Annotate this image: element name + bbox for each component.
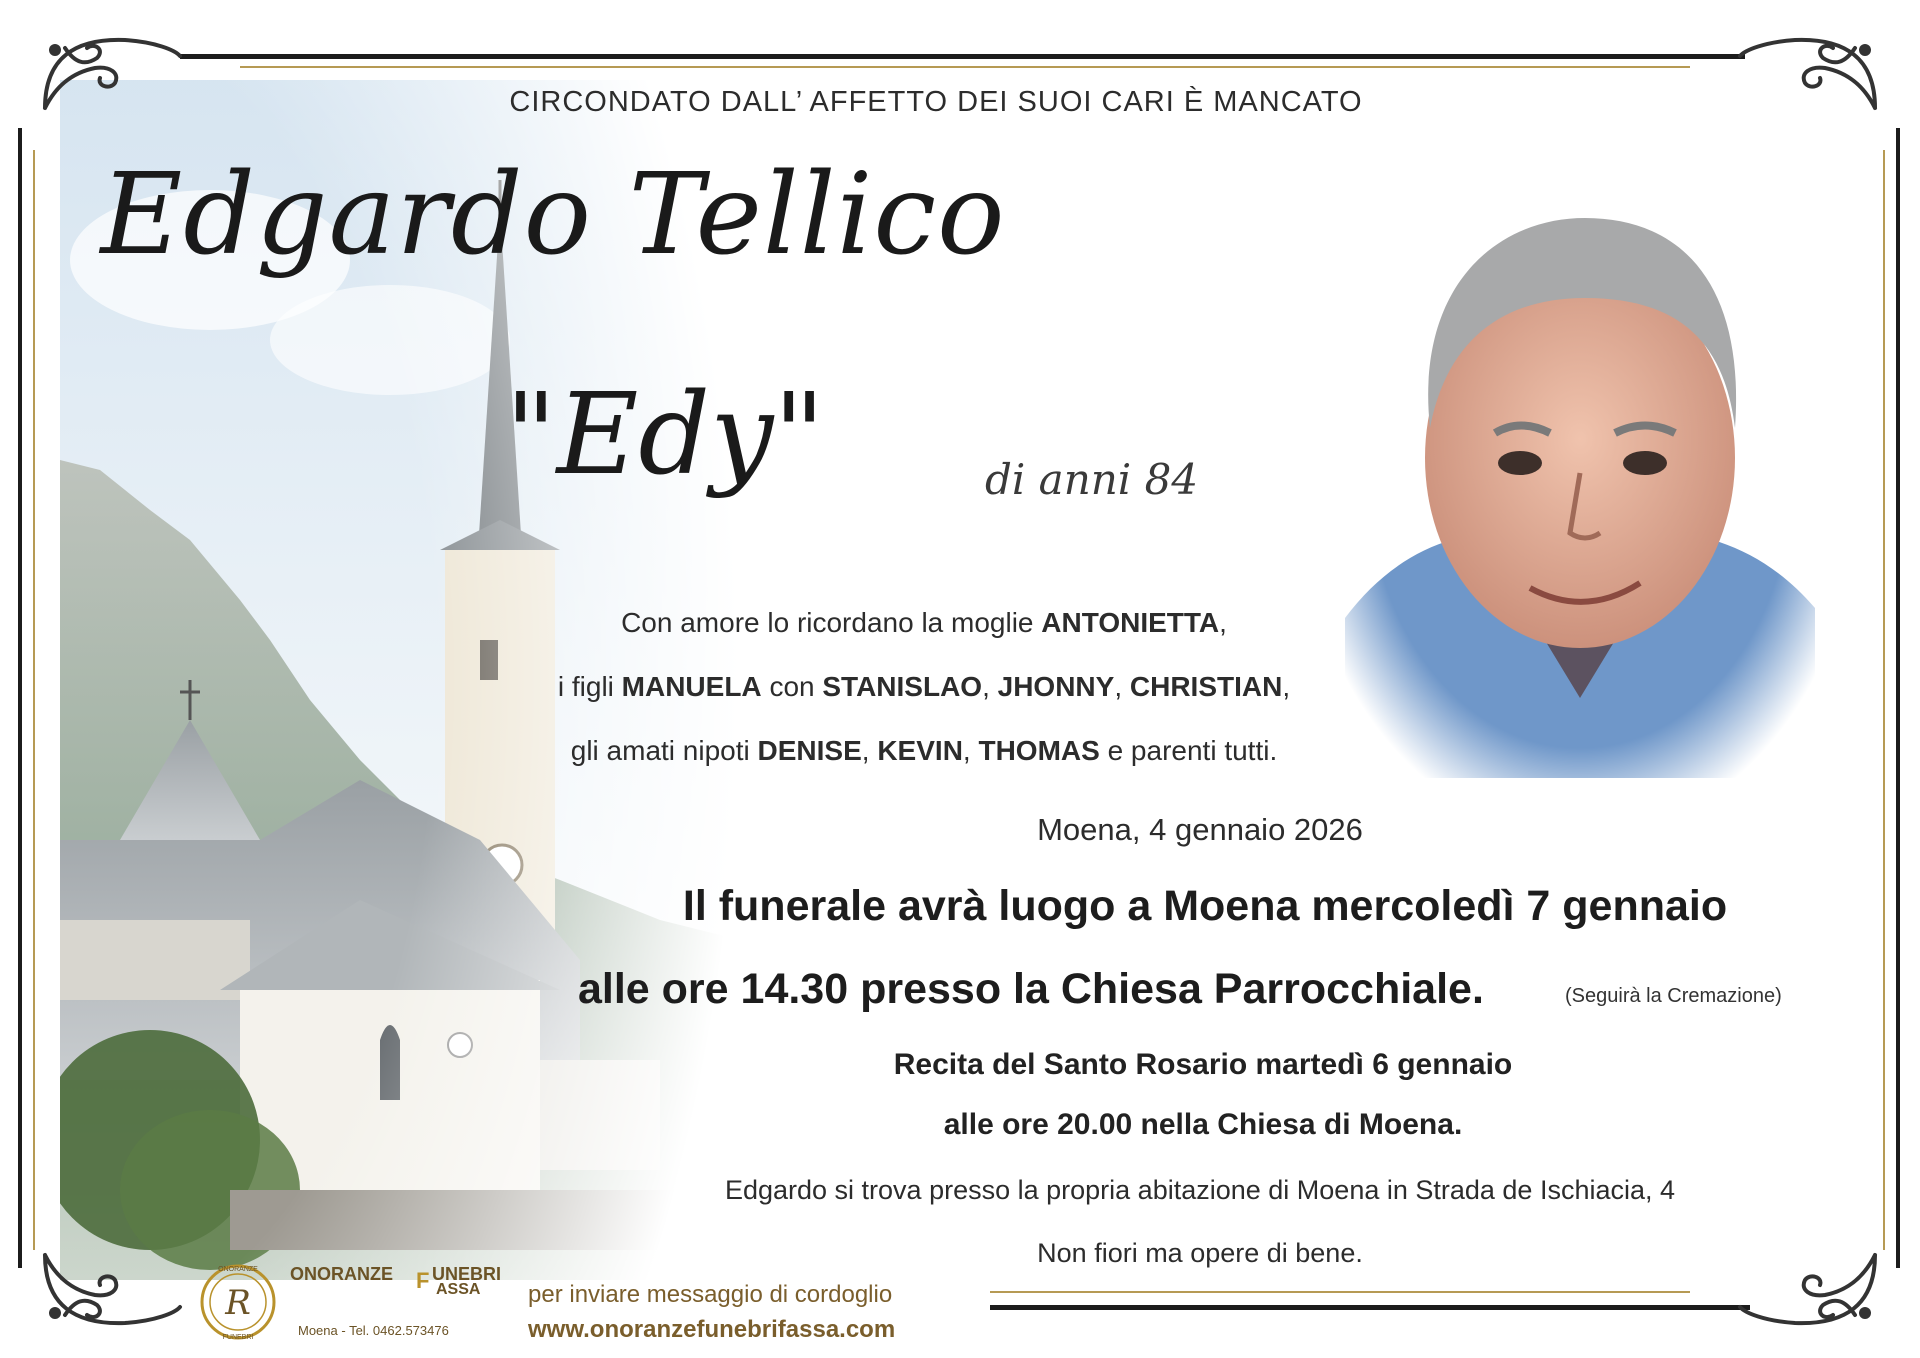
rosary-info-line-1: Recita del Santo Rosario martedì 6 gennaio — [893, 1048, 1513, 1081]
frame-right-border — [1896, 128, 1900, 1268]
funeral-home-name-logo: ONORANZE — [290, 1264, 393, 1284]
frame-left-gold-line — [33, 150, 35, 1250]
funeral-home-seal-logo — [198, 1262, 278, 1342]
deceased-name: Edgardo Tellico — [100, 150, 1006, 280]
funeral-info-line-2: alle ore 14.30 presso la Chiesa Parrocchiale. — [578, 965, 1484, 1013]
viewing-location: Edgardo si trova presso la propria abitazione di Moena in Strada de Ischiacia, 4 — [724, 1175, 1676, 1205]
family-line-children: i figli MANUELA con STANISLAO, JHONNY, CHRISTIAN, — [557, 671, 1291, 702]
frame-top-gold-line — [240, 66, 1690, 68]
funeral-info-line-1: Il funerale avrà luogo a Moena mercoledì 7 gennaio — [682, 882, 1728, 930]
funeral-home-name-fassa: ASSA — [436, 1281, 481, 1298]
family-line-grandchildren: gli amati nipoti DENISE, KEVIN, THOMAS e parenti tutti. — [570, 735, 1278, 766]
deceased-nickname: "Edy" — [505, 370, 825, 500]
deceased-age: di anni 84 — [985, 455, 1199, 504]
corner-ornament-icon — [1735, 1240, 1885, 1335]
svg-text:ONORANZE: ONORANZE — [218, 1266, 258, 1273]
frame-bottom-border — [990, 1305, 1750, 1310]
flowers-note: Non fiori ma opere di bene. — [1037, 1238, 1363, 1268]
funeral-home-website-link[interactable]: www.onoranzefunebrifassa.com — [528, 1316, 896, 1343]
corner-ornament-icon — [35, 28, 185, 123]
svg-text:FUNEBRI: FUNEBRI — [222, 1334, 254, 1341]
funeral-home-name-initial: F — [416, 1268, 430, 1293]
frame-bottom-gold-line — [990, 1291, 1690, 1293]
corner-ornament-icon — [35, 1240, 185, 1335]
cremation-note: (Seguirà la Cremazione) — [1565, 985, 1782, 1007]
deceased-portrait — [1345, 178, 1815, 778]
notice-date: Moena, 4 gennaio 2026 — [1037, 812, 1363, 847]
funeral-home-name-rest: UNEBRI — [432, 1264, 502, 1284]
announcement-heading: CIRCONDATO DALL’ AFFETTO DEI SUOI CARI È MANCATO — [509, 86, 1363, 118]
frame-top-border — [180, 54, 1745, 59]
rosary-info-line-2: alle ore 20.00 nella Chiesa di Moena. — [943, 1108, 1463, 1141]
family-line-wife: Con amore lo ricordano la moglie ANTONIETTA, — [621, 607, 1227, 638]
frame-right-gold-line — [1883, 150, 1885, 1250]
frame-left-border — [18, 128, 22, 1268]
corner-ornament-icon — [1735, 28, 1885, 123]
funeral-home-phone: Moena - Tel. 0462.573476 — [298, 1323, 449, 1338]
svg-text:R: R — [225, 1283, 251, 1323]
condolence-message-prompt: per inviare messaggio di cordoglio — [528, 1281, 893, 1308]
